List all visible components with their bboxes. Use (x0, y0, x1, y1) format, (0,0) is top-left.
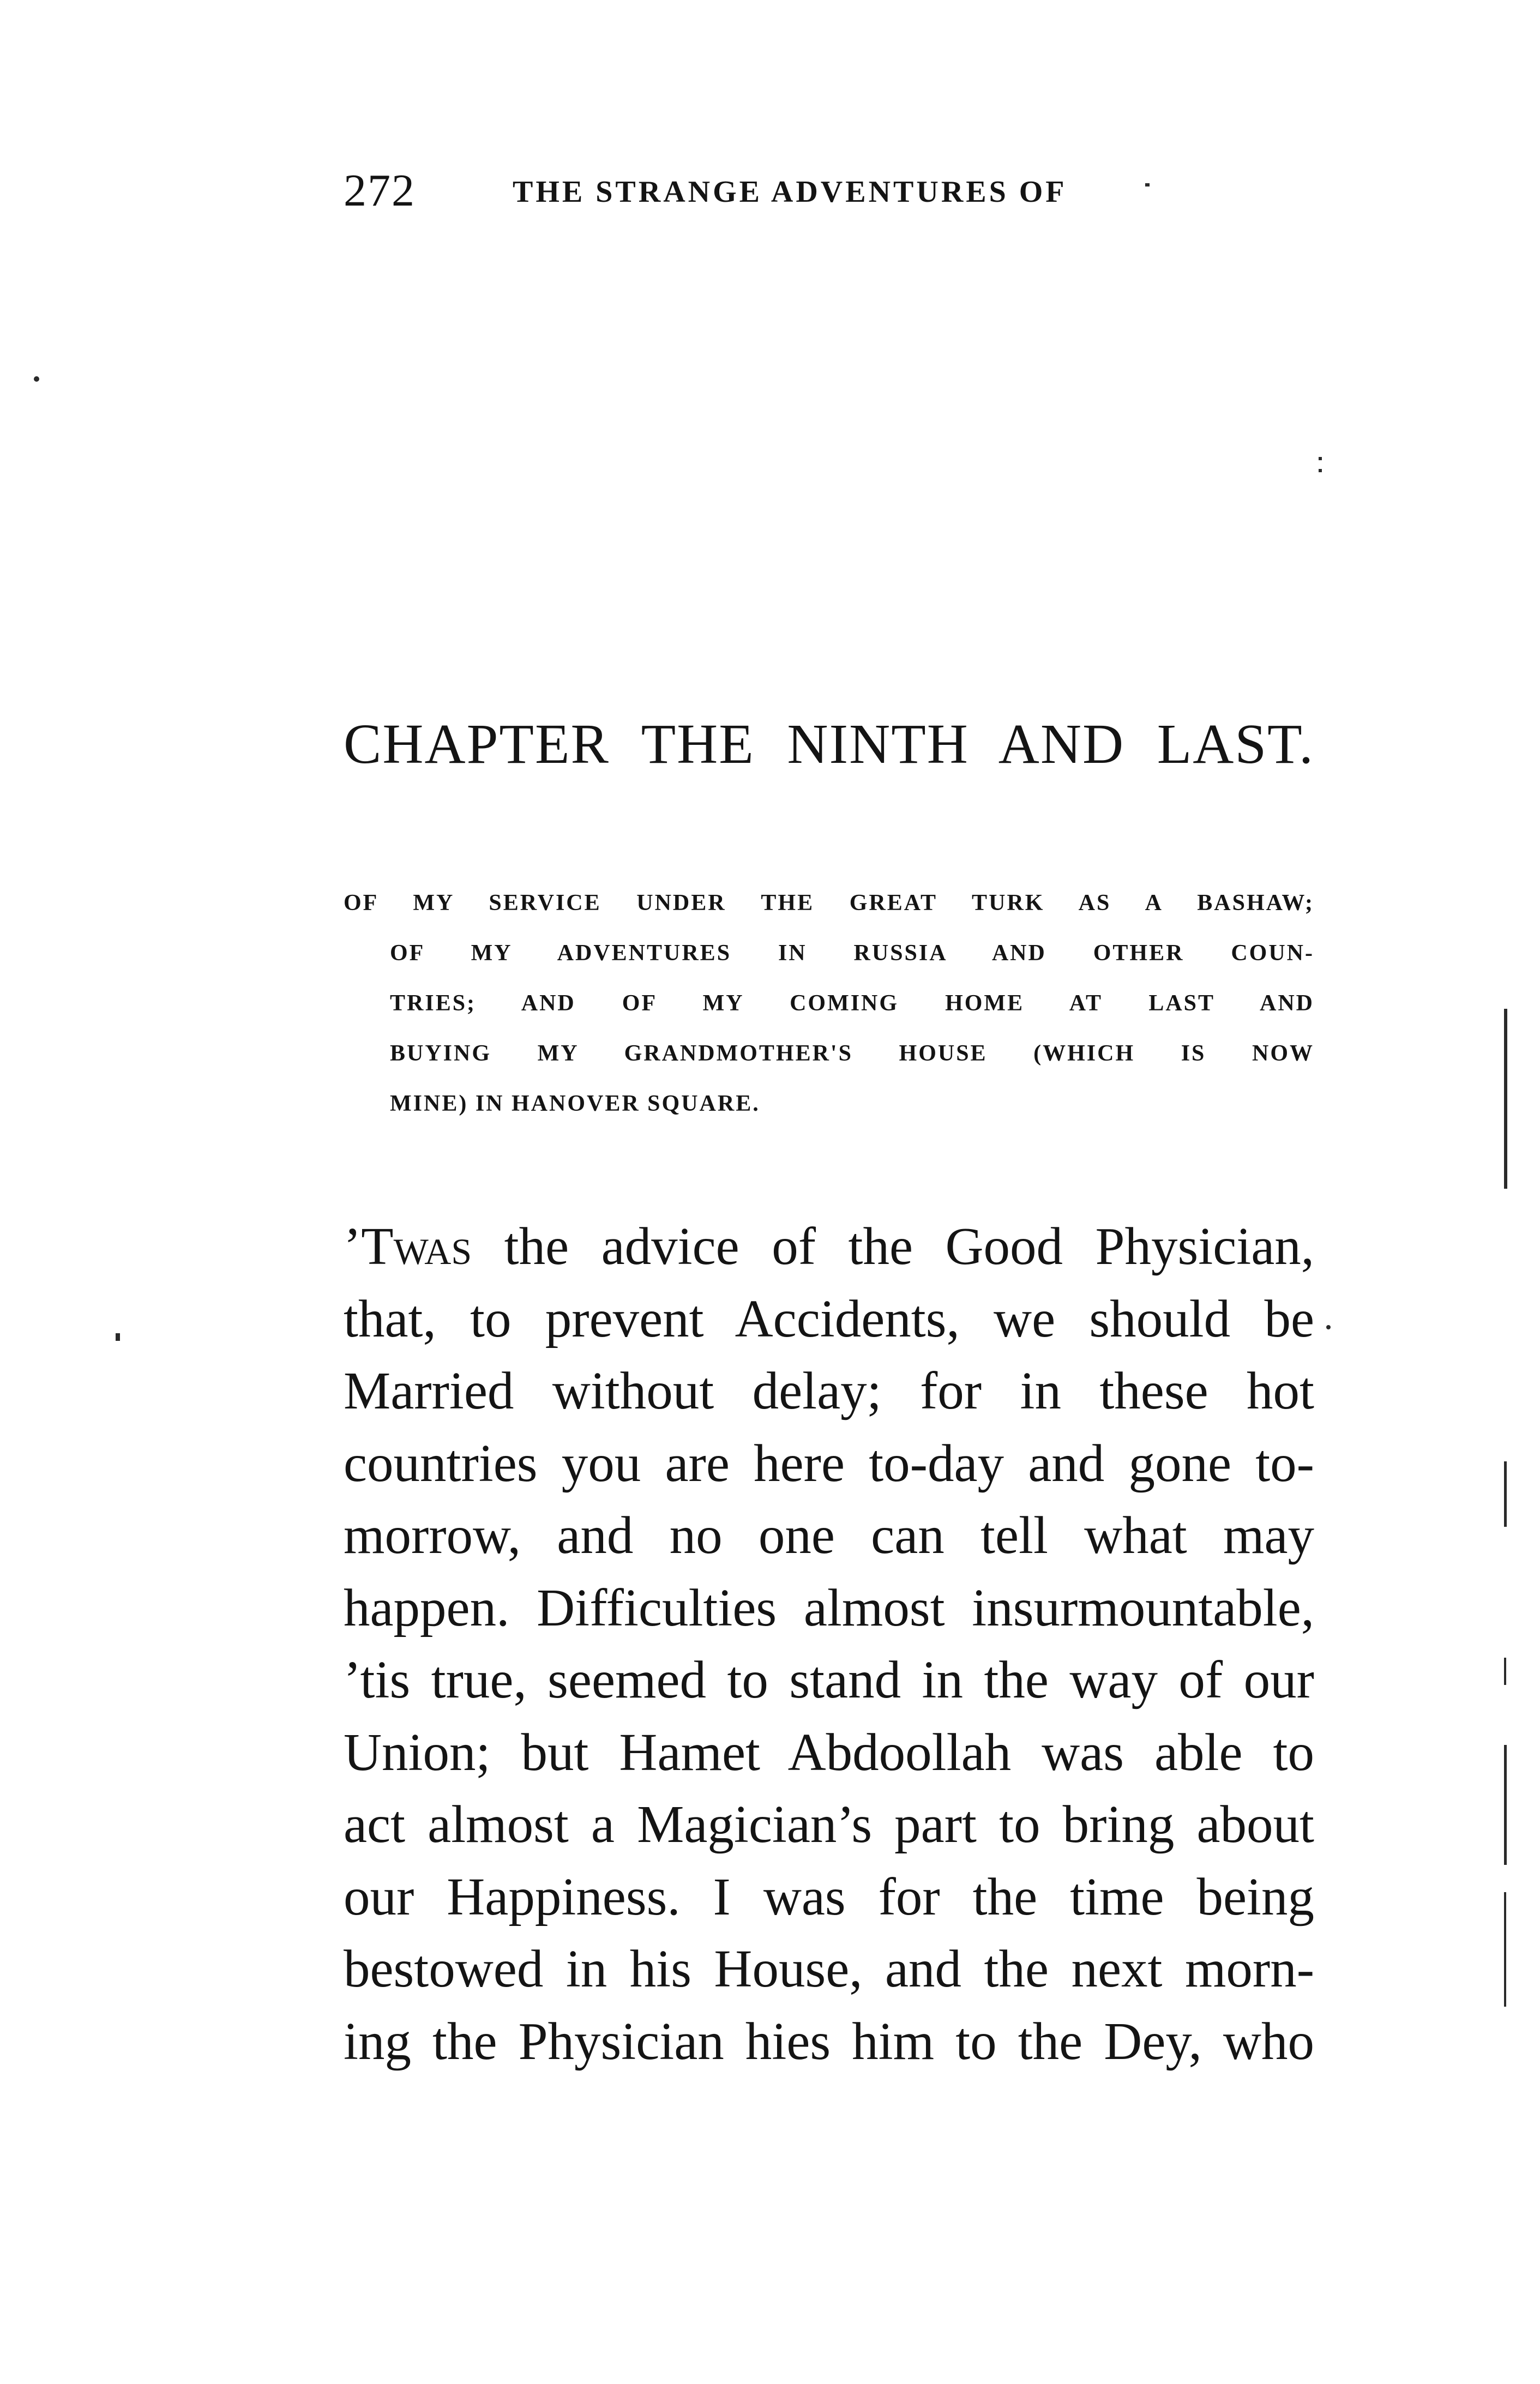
argument-line: TRIES; AND OF MY COMING HOME AT LAST AND (390, 991, 1314, 1016)
margin-bar (1504, 1745, 1507, 1865)
body-line: bestowed in his House, and the next morn- (344, 1940, 1314, 1998)
scan-speck (1319, 469, 1322, 472)
scan-speck (1319, 457, 1322, 460)
body-line: happen. Difficulties almost insurmountable, (344, 1578, 1314, 1637)
chapter-title: CHAPTER THE NINTH AND LAST. (344, 713, 1314, 775)
argument-line: MINE) IN HANOVER SQUARE. (390, 1091, 760, 1116)
page-number: 272 (344, 165, 416, 216)
running-header (344, 164, 1314, 224)
margin-bar (1504, 1009, 1507, 1189)
body-line: Union; but Hamet Abdoollah was able to (344, 1723, 1314, 1781)
scan-speck (1145, 183, 1150, 186)
margin-bar (1504, 1658, 1506, 1685)
body-line: our Happiness. I was for the time being (344, 1867, 1314, 1926)
margin-bar (1504, 1461, 1507, 1527)
scan-speck (116, 1333, 120, 1341)
body-line: Married without delay; for in these hot (344, 1362, 1314, 1420)
body-line: countries you are here to-day and gone to- (344, 1434, 1314, 1492)
argument-line: BUYING MY GRANDMOTHER'S HOUSE (WHICH IS NOW (390, 1041, 1314, 1066)
opening-smallcaps: was (393, 1217, 472, 1275)
body-line: ing the Physician hies him to the Dey, who (344, 2012, 1314, 2070)
argument-line: OF MY ADVENTURES IN RUSSIA AND OTHER COUN- (390, 941, 1314, 966)
argument-line: OF MY SERVICE UNDER THE GREAT TURK AS A BASHAW; (344, 890, 1314, 916)
body-line: that, to prevent Accidents, we should be (344, 1289, 1314, 1348)
running-title: THE STRANGE ADVENTURES OF (513, 175, 1067, 209)
body-line (344, 1211, 1314, 1283)
body-line: morrow, and no one can tell what may (344, 1506, 1314, 1564)
opening-line-rest: the advice of the Good Physician, (472, 1217, 1314, 1275)
chapter-argument (344, 878, 1314, 1129)
opening-letters: ’T (344, 1217, 394, 1275)
scan-speck (34, 376, 39, 382)
body-line: act almost a Magician’s part to bring about (344, 1795, 1314, 1853)
body-paragraph (344, 1211, 1314, 2078)
margin-bar (1504, 1892, 1506, 2007)
scan-speck (1326, 1325, 1331, 1329)
body-line: ’tis true, seemed to stand in the way of our (344, 1651, 1314, 1709)
